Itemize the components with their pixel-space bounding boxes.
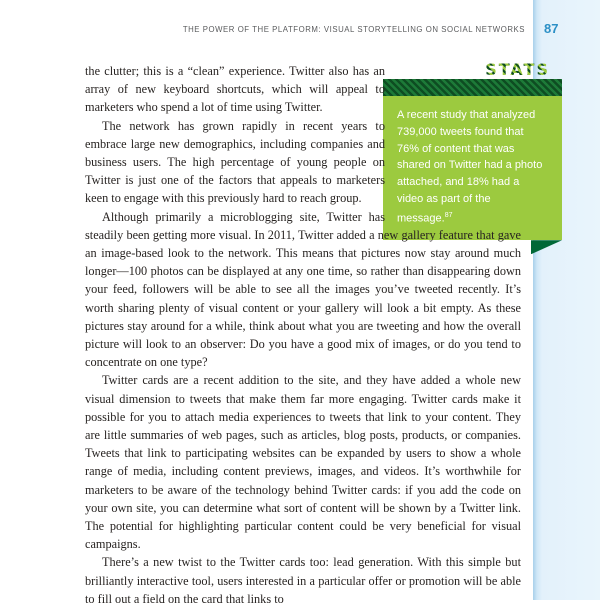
paragraph-clutter: the clutter; this is a “clean” experience. Twitter also has an array of new keyboard shortcuts, which will appeal to marketers who spend a lot of time using Twitter.	[85, 64, 385, 115]
stats-footnote-ref: 87	[444, 211, 453, 219]
stats-label: STATS	[485, 60, 550, 79]
running-title: THE POWER OF THE PLATFORM: VISUAL STORYTELLING ON SOCIAL NETWORKS	[182, 25, 525, 34]
text-wrap-spacer	[385, 62, 521, 220]
paragraph-lead-generation: There’s a new twist to the Twitter cards too: lead generation. With this simple but brilliantly interactive tool, users interested in a particular offer or promotion will be able to fill out a field on the card that links to	[85, 555, 521, 606]
stats-text-body: A recent study that analyzed 739,000 tweets found that 76% of content that was shared on Twitter had a photo attached, and 18% had a video as part of the message.	[397, 109, 543, 225]
paragraph-network-growth: The network has grown rapidly in recent years to embrace large new demographics, including companies and business users. The high percentage of young people on Twitter is just one of the factors that appeals to marketers keen to engage with this previously hard to reach group.	[85, 118, 385, 206]
paragraph-twitter-cards: Twitter cards are a recent addition to the site, and they have added a whole new visual dimension to tweets that make them far more engaging. Twitter cards make it possible for you to attach media experiences to tweets that link to your content. They are little summaries of web pages, such as articles, blog posts, products, or companies. Tweets that link to participating websites can be expanded by users to show a whole range of media, including content previews, images, and videos. It’s worthwhile for marketers to be aware of the technology behind Twitter cards: if you add the code on your own site, you can determine what sort of content will be shown by a Twitter link. The potential for highlighting particular content could be very beneficial for visual campaigns.	[85, 373, 521, 552]
paragraph-getting-visual: Although primarily a microblogging site, Twitter has steadily been getting more visual. In 2011, Twitter added a new gallery feature that gave an image-based look to the network. This means that pictures now stay around much longer—100 photos can be displayed at any one time, so rather than disappearing down your feed, followers will be able to see all the images you’ve tweeted recently. It’s worth sharing plenty of visual content or your gallery will look a bit empty. As these pictures stay around for a while, think about what you are tweeting and how the overall picture will look to an observer: Do you have a good mix of images, or do you tend to concentrate on one type?	[85, 209, 521, 370]
page-number: 87	[544, 21, 559, 36]
body-text-column	[85, 62, 521, 608]
